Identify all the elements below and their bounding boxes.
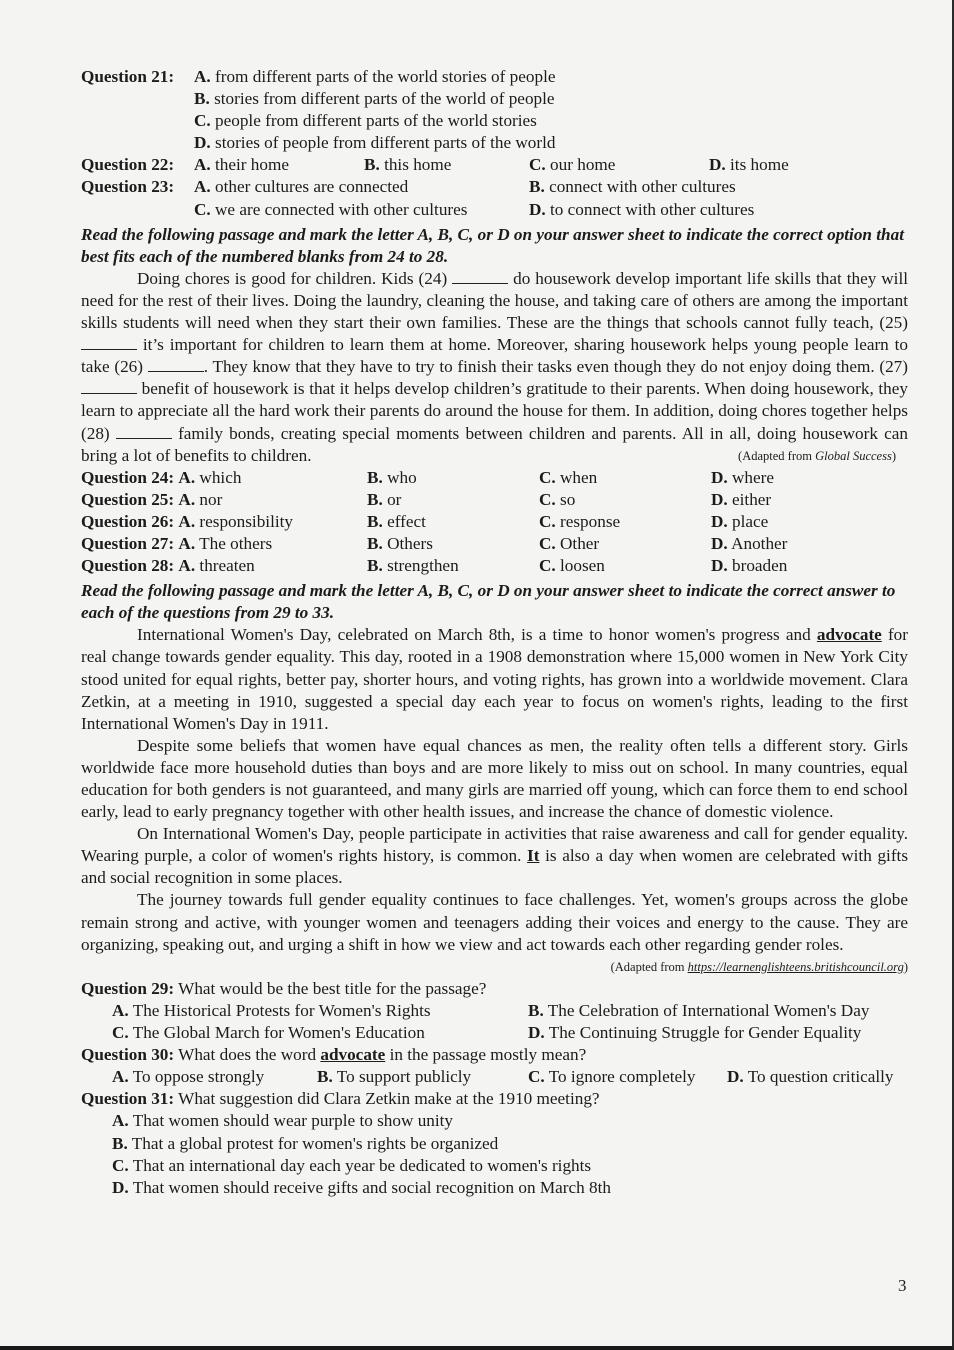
page-content bbox=[81, 66, 908, 1199]
text-label: Question 28: bbox=[81, 556, 175, 576]
text-label: Question 26: bbox=[81, 511, 175, 531]
text-label: B. bbox=[367, 467, 383, 487]
text-label: Question 25: bbox=[81, 489, 175, 509]
question-22 bbox=[81, 154, 908, 176]
text-label: A. bbox=[178, 556, 196, 576]
option-b[interactable] bbox=[367, 489, 539, 511]
option-b[interactable] bbox=[528, 1000, 869, 1022]
option-c[interactable] bbox=[539, 511, 711, 533]
text-label: or bbox=[387, 489, 402, 509]
question-31-option-c[interactable] bbox=[81, 1155, 908, 1177]
option-a[interactable] bbox=[178, 512, 293, 531]
text-label: The Continuing Struggle for Gender Equality bbox=[548, 1023, 862, 1043]
text-label: where bbox=[732, 467, 775, 487]
text-label: threaten bbox=[199, 556, 255, 576]
option-d[interactable] bbox=[711, 489, 771, 511]
question-23-row-2 bbox=[81, 199, 908, 221]
option-c[interactable] bbox=[112, 1022, 528, 1044]
option-d[interactable] bbox=[528, 1022, 861, 1044]
text-label: D. bbox=[194, 133, 211, 153]
text-label: C. bbox=[539, 467, 556, 487]
option-c[interactable] bbox=[529, 154, 709, 176]
text-label: Others bbox=[387, 533, 433, 553]
page-number: 3 bbox=[898, 1276, 907, 1295]
highlighted-word-advocate: advocate bbox=[320, 1045, 386, 1065]
option-c[interactable] bbox=[539, 555, 711, 577]
text-label: stories from different parts of the world of people bbox=[214, 89, 555, 109]
text-label: D. bbox=[711, 533, 728, 553]
option-a[interactable] bbox=[178, 468, 241, 487]
question-label: Question 22: bbox=[81, 155, 175, 175]
text-label: stories of people from different parts of the world bbox=[215, 133, 556, 153]
text-label: other cultures are connected bbox=[215, 177, 409, 197]
option-b[interactable] bbox=[367, 533, 539, 555]
option-b[interactable] bbox=[367, 467, 539, 489]
text-label: ) bbox=[903, 959, 908, 974]
text-label: That women should wear purple to show unity bbox=[132, 1111, 454, 1131]
text-label: when bbox=[560, 467, 598, 487]
text-label: C. bbox=[528, 1067, 545, 1087]
text-label: D. bbox=[709, 155, 726, 175]
question-29 bbox=[81, 978, 908, 1000]
text-label: C. bbox=[112, 1155, 129, 1175]
text-label: D. bbox=[711, 489, 728, 509]
text-label: What does the word bbox=[174, 1045, 321, 1065]
text-label: D. bbox=[711, 511, 728, 531]
blank-27 bbox=[81, 379, 137, 394]
text-label: The Celebration of International Women's Day bbox=[547, 1000, 870, 1020]
text-label: strengthen bbox=[387, 556, 459, 576]
text-label: Question 29: bbox=[81, 978, 175, 998]
text-label: A. bbox=[112, 1111, 129, 1131]
text-label: C. bbox=[539, 533, 556, 553]
text-label: To ignore completely bbox=[548, 1067, 696, 1087]
question-29-row-1 bbox=[81, 1000, 908, 1022]
text-label: B. bbox=[528, 1000, 544, 1020]
text-label: connect with other cultures bbox=[549, 177, 736, 197]
text-label: B. bbox=[367, 511, 383, 531]
question-31-option-b[interactable] bbox=[81, 1133, 908, 1155]
option-d[interactable] bbox=[529, 199, 754, 221]
text-label: place bbox=[732, 511, 769, 531]
text-label: (Adapted from bbox=[610, 959, 688, 974]
text-label: is also a day when women are celebrated with gifts and social recognition in some places. bbox=[81, 846, 909, 888]
blank-26 bbox=[148, 357, 204, 372]
text-label: Question 24: bbox=[81, 467, 175, 487]
source-citation-2 bbox=[81, 956, 908, 978]
option-d[interactable] bbox=[711, 511, 768, 533]
text-label: B. bbox=[317, 1067, 333, 1087]
text-label: in the passage mostly mean? bbox=[385, 1045, 587, 1065]
text-label: responsibility bbox=[199, 511, 293, 531]
option-c[interactable] bbox=[539, 533, 711, 555]
text-label: D. bbox=[727, 1067, 744, 1087]
text-label: B. bbox=[364, 155, 380, 175]
text-label: D. bbox=[112, 1177, 129, 1197]
text-label: D. bbox=[528, 1023, 545, 1043]
option-a[interactable] bbox=[194, 66, 555, 88]
option-b[interactable] bbox=[317, 1066, 528, 1088]
text-label: we are connected with other cultures bbox=[215, 199, 468, 219]
text-label: effect bbox=[387, 511, 426, 531]
option-c[interactable] bbox=[194, 199, 529, 221]
question-25 bbox=[81, 489, 908, 511]
question-27 bbox=[81, 533, 908, 555]
passage-chores bbox=[81, 268, 908, 467]
text-label: C. bbox=[529, 155, 546, 175]
highlighted-word-advocate: advocate bbox=[816, 625, 882, 645]
option-a[interactable] bbox=[178, 556, 254, 575]
option-c[interactable] bbox=[539, 489, 711, 511]
text-label: Doing chores is good for children. Kids (24) bbox=[137, 268, 448, 288]
text-label: C. bbox=[539, 489, 556, 509]
question-26 bbox=[81, 511, 908, 533]
option-b[interactable] bbox=[529, 176, 736, 198]
text-label: B. bbox=[367, 533, 383, 553]
text-label: A. bbox=[194, 177, 211, 197]
text-label: broaden bbox=[732, 556, 788, 576]
text-label: What suggestion did Clara Zetkin make at the 1910 meeting? bbox=[174, 1089, 600, 1109]
option-b[interactable] bbox=[367, 555, 539, 577]
text-label: B. bbox=[194, 89, 210, 109]
question-21-option-d[interactable] bbox=[81, 132, 908, 154]
instruction-24-28: Read the following passage and mark the letter A, B, C, or D on your answer sheet to indicate the correct option that best fits each of the numbered blanks from 24 to 28. bbox=[81, 224, 904, 266]
passage-womens-day-p1 bbox=[81, 624, 908, 734]
text-label: What would be the best title for the passage? bbox=[174, 978, 487, 998]
text-label: That a global protest for women's rights be organized bbox=[131, 1133, 499, 1153]
source-citation-1 bbox=[682, 445, 896, 467]
question-21-option-c[interactable] bbox=[81, 110, 908, 132]
option-a[interactable] bbox=[178, 534, 272, 553]
question-30-options bbox=[81, 1066, 908, 1088]
text-label: their home bbox=[215, 155, 289, 175]
question-21-option-b[interactable] bbox=[81, 88, 908, 110]
text-label: C. bbox=[112, 1023, 129, 1043]
option-b[interactable] bbox=[367, 511, 539, 533]
text-label: To question critically bbox=[747, 1067, 894, 1087]
text-label: That an international day each year be dedicated to women's rights bbox=[132, 1155, 592, 1175]
text-label: this home bbox=[384, 155, 452, 175]
question-24 bbox=[81, 467, 908, 489]
text-label: do housework develop important life skills that they will need for the rest of their lives. Doing the laundry, cleaning the house, and taking care of others are among the important skills students will need when they start their own families. These are the things that schools cannot fully teach, (25) bbox=[81, 268, 908, 333]
question-label: Question 23: bbox=[81, 177, 175, 197]
text-label: A. bbox=[178, 533, 196, 553]
text-label: D. bbox=[529, 199, 546, 219]
question-21 bbox=[81, 66, 908, 88]
text-label: for real change towards gender equality. This day, rooted in a 1908 demonstration where 15,000 women in New York City stood united for equal rights, better pay, shorter hours, and voting rights, has grown into a worldwide movement. Clara Zetkin, at a meeting in 1910, suggested a special day each year to focus on women's rights, leading to the first International Women's Day in 1911. bbox=[81, 625, 908, 733]
text-label: so bbox=[560, 489, 576, 509]
question-29-row-2 bbox=[81, 1022, 908, 1044]
text-label: Another bbox=[731, 533, 788, 553]
text-label: to connect with other cultures bbox=[550, 199, 755, 219]
text-label: On International Women's Day, people participate in activities that raise awareness and call for gender equality. Wearing purple, a color of women's rights history, is common. bbox=[81, 824, 908, 866]
text-label: which bbox=[199, 467, 242, 487]
text-label: family bonds, creating special moments between children and parents. All in all, doing housework can bring a lot of benefits to children. bbox=[81, 423, 908, 465]
option-a[interactable] bbox=[112, 1066, 317, 1088]
text-label: . They know that they have to try to finish their tasks even though they do not enjoy doing them. (27) bbox=[203, 357, 908, 377]
text-label: A. bbox=[178, 511, 196, 531]
question-31-option-a[interactable] bbox=[81, 1110, 908, 1132]
option-d[interactable] bbox=[709, 154, 789, 176]
option-c[interactable] bbox=[528, 1066, 727, 1088]
text-label: A. bbox=[112, 1067, 129, 1087]
option-d[interactable] bbox=[711, 555, 787, 577]
text-label: our home bbox=[550, 155, 616, 175]
passage-womens-day-p2: Despite some beliefs that women have equal chances as men, the reality often tells a different story. Girls worldwide face more household duties than boys and are more likely to miss out on school. In many countries, equal education for both genders is not guaranteed, and many girls are married off young, which can force them to end school early, lead to early pregnancy together with other health issues, and increase the chance of domestic violence. bbox=[81, 735, 908, 822]
text-label: https://learnenglishteens.britishcouncil.org bbox=[687, 959, 904, 974]
text-label: Question 27: bbox=[81, 533, 175, 553]
text-label: Question 30: bbox=[81, 1045, 175, 1065]
text-label: Question 31: bbox=[81, 1089, 175, 1109]
text-label: A. bbox=[112, 1000, 129, 1020]
blank-28 bbox=[116, 424, 172, 439]
text-label: it’s important for children to learn them at home. Moreover, sharing housework helps young people learn to take (26) bbox=[81, 335, 908, 377]
text-label: D. bbox=[711, 467, 728, 487]
text-label: The others bbox=[199, 533, 273, 553]
instruction-29-33: Read the following passage and mark the letter A, B, C, or D on your answer sheet to indicate the correct answer to each of the questions from 29 to 33. bbox=[81, 581, 896, 623]
option-a[interactable] bbox=[112, 1000, 528, 1022]
option-a[interactable] bbox=[194, 176, 529, 198]
questions-24-28 bbox=[81, 467, 908, 577]
passage-womens-day-p4: The journey towards full gender equality continues to face challenges. Yet, women's groups across the globe remain strong and active, with younger women and teenagers adding their voices and energy to the cause. They are organizing, speaking out, and urging a shift in how we view and act towards each other regarding gender roles. bbox=[81, 890, 908, 954]
text-label: loosen bbox=[560, 556, 605, 576]
option-a[interactable] bbox=[194, 154, 364, 176]
text-label: C. bbox=[194, 111, 211, 131]
question-label: Question 21: bbox=[81, 67, 175, 86]
text-label: C. bbox=[539, 556, 556, 576]
text-label: either bbox=[732, 489, 772, 509]
text-label: B. bbox=[367, 556, 383, 576]
text-label: Other bbox=[560, 533, 600, 553]
text-label: nor bbox=[199, 489, 223, 509]
text-label: A. bbox=[178, 489, 196, 509]
question-31 bbox=[81, 1088, 908, 1110]
text-label: from different parts of the world stories of people bbox=[215, 67, 556, 86]
highlighted-word-it: It bbox=[527, 846, 540, 866]
option-d[interactable] bbox=[711, 467, 774, 489]
text-label: D. bbox=[711, 556, 728, 576]
option-d[interactable] bbox=[711, 533, 787, 555]
blank-25 bbox=[81, 335, 137, 350]
option-d[interactable] bbox=[727, 1066, 894, 1088]
text-label: International Women's Day, celebrated on March 8th, is a time to honor women's progress and bbox=[137, 625, 817, 645]
blank-24 bbox=[452, 269, 508, 284]
question-30 bbox=[81, 1044, 908, 1066]
text-label: people from different parts of the world stories bbox=[215, 111, 537, 131]
option-c[interactable] bbox=[539, 467, 711, 489]
question-28 bbox=[81, 555, 908, 577]
text-label: Global Success bbox=[815, 448, 892, 463]
text-label: B. bbox=[529, 177, 545, 197]
text-label: The Historical Protests for Women's Rights bbox=[132, 1000, 431, 1020]
text-label: its home bbox=[730, 155, 789, 175]
question-31-option-d[interactable] bbox=[81, 1177, 908, 1199]
text-label: B. bbox=[112, 1133, 128, 1153]
text-label: A. bbox=[194, 155, 211, 175]
text-label: who bbox=[387, 467, 417, 487]
option-a[interactable] bbox=[178, 490, 222, 509]
text-label: A. bbox=[194, 67, 211, 86]
question-23 bbox=[81, 176, 908, 198]
text-label: benefit of housework is that it helps develop children’s gratitude to their parents. When doing housework, they learn to appreciate all the hard work their parents do around the house for them. In addition, doing chores together helps (28) bbox=[81, 379, 908, 443]
text-label: That women should receive gifts and social recognition on March 8th bbox=[132, 1177, 611, 1197]
text-label: A. bbox=[178, 467, 196, 487]
option-b[interactable] bbox=[364, 154, 529, 176]
text-label: C. bbox=[194, 199, 211, 219]
text-label: ) bbox=[891, 448, 896, 463]
text-label: B. bbox=[367, 489, 383, 509]
passage-womens-day-p3 bbox=[81, 823, 908, 889]
text-label: (Adapted from bbox=[738, 448, 816, 463]
text-label: To oppose strongly bbox=[132, 1067, 265, 1087]
text-label: C. bbox=[539, 511, 556, 531]
text-label: response bbox=[560, 511, 621, 531]
text-label: To support publicly bbox=[336, 1067, 472, 1087]
text-label: The Global March for Women's Education bbox=[132, 1023, 425, 1043]
